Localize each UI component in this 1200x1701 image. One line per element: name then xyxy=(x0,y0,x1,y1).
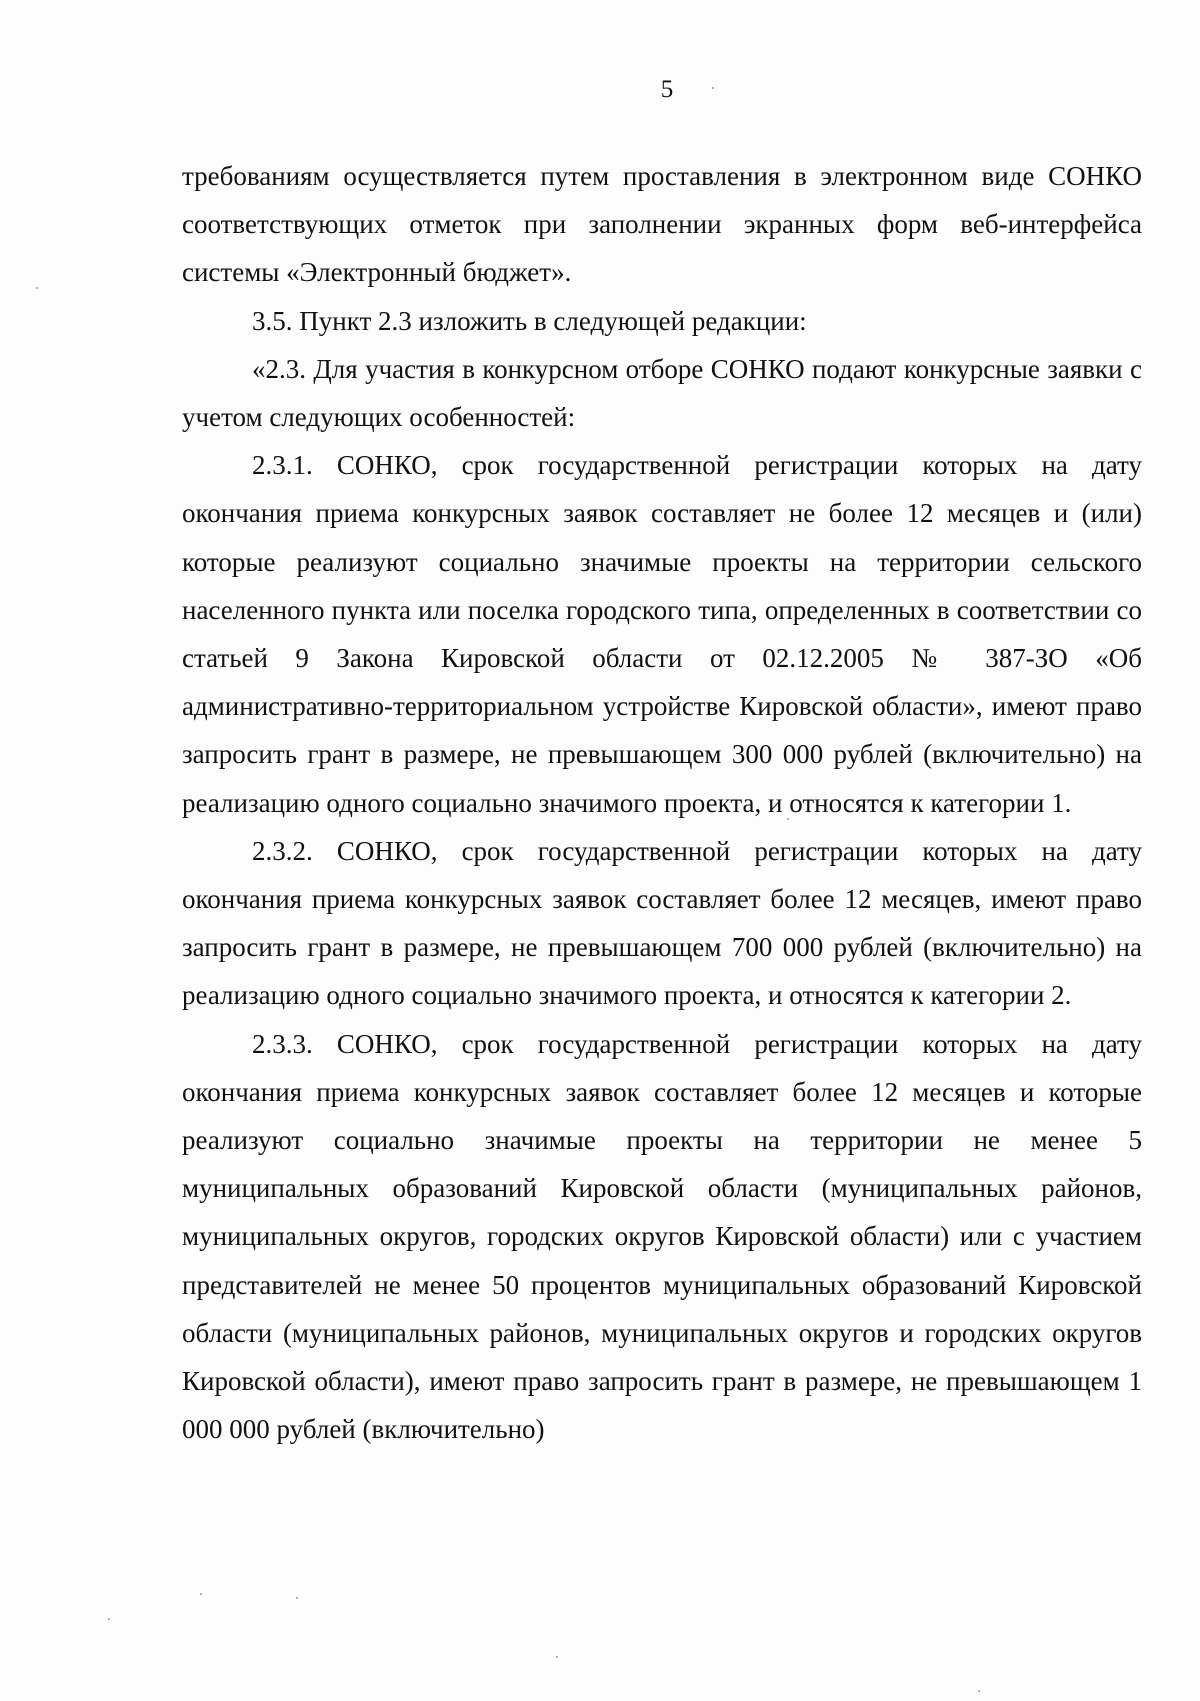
paragraph-item-2-3-3: 2.3.3. СОНКО, срок государственной регистрации которых на дату окончания приема конкурсных заявок составляет более 12 месяцев и которые реализуют социально значимые проекты на территории не менее 5 муниципальных образований Кировской области (муниципальных районов, муниципальных округов, городских округов Кировской области) или с участием представителей не менее 50 процентов муниципальных образований Кировской области (муниципальных районов, муниципальных округов и городских округов Кировской области), имеют право запросить грант в размере, не превышающем 1 000 000 рублей (включительно) xyxy=(182,1028,1142,1445)
scan-speck xyxy=(108,1618,110,1620)
page-number: 5 xyxy=(660,76,674,103)
scan-speck xyxy=(556,1656,558,1658)
paragraph-item-2-3-1: 2.3.1. СОНКО, срок государственной регистрации которых на дату окончания приема конкурсных заявок составляет не более 12 месяцев и (или) которые реализуют социально значимые проекты на территории сельского населенного пункта или поселка городского типа, определенных в соответствии со статьей 9 Закона Кировской области от 02.12.2005 № 387-ЗО «Об административно-территориальном устройстве Кировской области», имеют право запросить грант в размере, не превышающем 300 000 рублей (включительно) на реализацию одного социально значимого проекта, и относятся к категории 1. xyxy=(182,450,1142,818)
document-body xyxy=(182,152,1142,1453)
scan-speck xyxy=(787,818,789,820)
paragraph-continuation: требованиям осуществляется путем проставления в электронном виде СОНКО соответствующих отметок при заполнении экранных форм веб-интерфейса системы «Электронный бюджет». xyxy=(182,161,1142,288)
scan-speck xyxy=(978,1690,980,1692)
paragraph-item-2-3-2: 2.3.2. СОНКО, срок государственной регистрации которых на дату окончания приема конкурсных заявок составляет более 12 месяцев, имеют право запросить грант в размере, не превышающем 700 000 рублей (включительно) на реализацию одного социально значимого проекта, и относятся к категории 2. xyxy=(182,835,1142,1011)
scan-speck xyxy=(36,287,38,289)
scan-speck xyxy=(200,1593,202,1595)
scan-speck xyxy=(296,1597,298,1599)
paragraph-item-2-3: «2.3. Для участия в конкурсном отборе СОНКО подают конкурсные заявки с учетом следующих особенностей: xyxy=(182,353,1142,433)
paragraph-item-3-5: 3.5. Пункт 2.3 изложить в следующей редакции: xyxy=(252,305,807,336)
scan-speck xyxy=(712,87,714,89)
